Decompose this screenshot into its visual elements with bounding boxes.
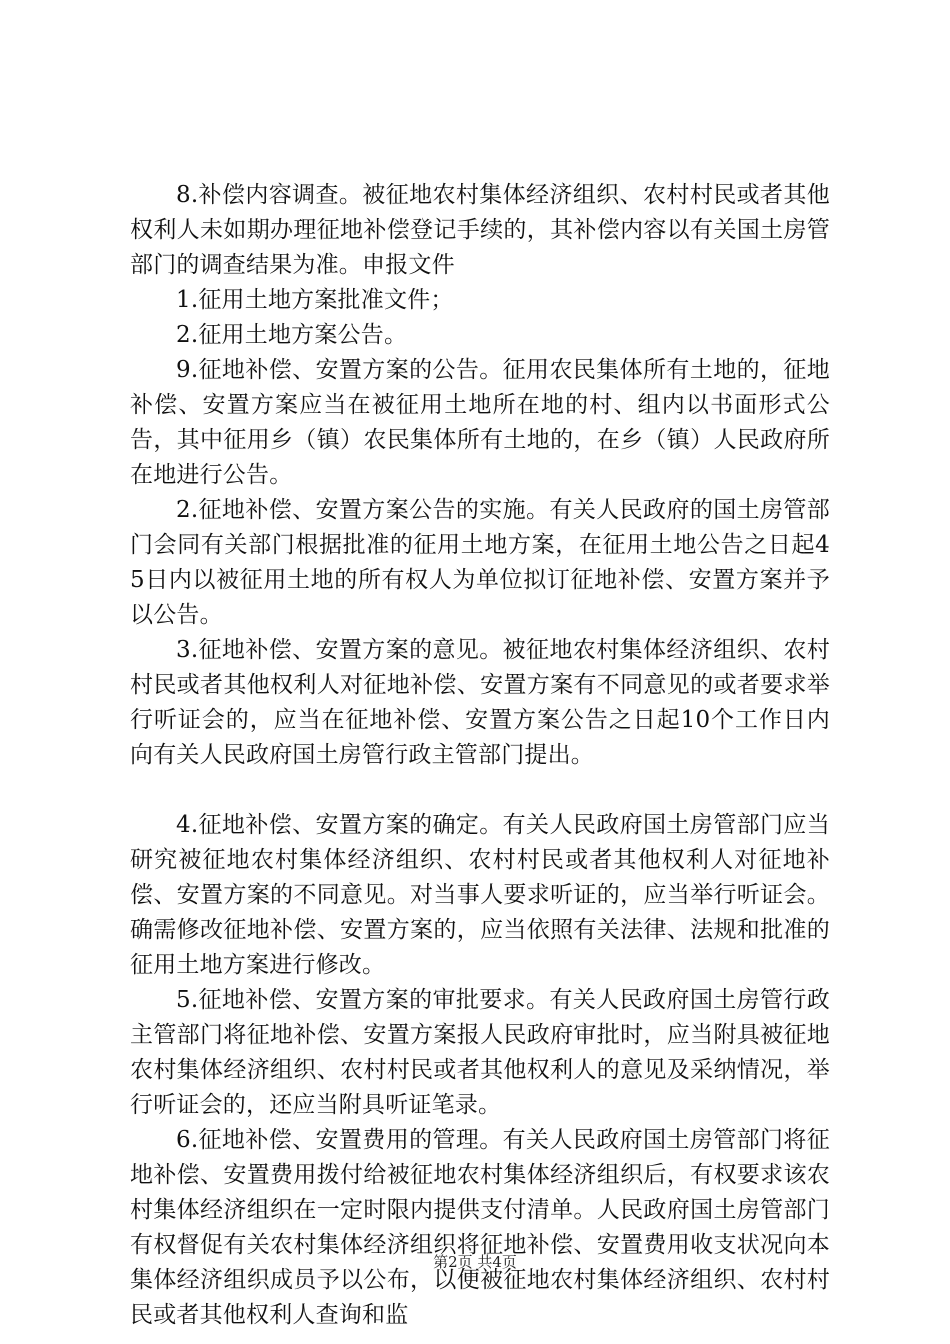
paragraph-fee-management: 6.征地补偿、安置费用的管理。有关人民政府国土房管部门将征地补偿、安置费用拨付给被征地农村集体经济组织后，有权要求该农村集体经济组织在一定时限内提供支付清单。人民政府国土房管部门有权督促有关农村集体经济组织将征地补偿、安置费用收支状况向本集体经济组织成员予以公布，以便被征地农村集体经济组织、农村村民或者其他权利人查询和监 bbox=[130, 1127, 830, 1328]
list-item-land-plan-notice: 2.征用土地方案公告。 bbox=[176, 322, 408, 348]
paragraph-approval-requirements: 5.征地补偿、安置方案的审批要求。有关人民政府国土房管行政主管部门将征地补偿、安置方案报人民政府审批时，应当附具被征地农村集体经济组织、农村村民或者其他权利人的意见及采纳情况，举行听证会的，还应当附具听证笔录。 bbox=[130, 987, 830, 1118]
paragraph-compensation-survey: 8.补偿内容调查。被征地农村集体经济组织、农村村民或者其他权利人未如期办理征地补偿登记手续的，其补偿内容以有关国土房管部门的调查结果为准。申报文件 bbox=[130, 182, 830, 278]
document-body bbox=[130, 178, 830, 1333]
paragraph-plan-determination: 4.征地补偿、安置方案的确定。有关人民政府国土房管部门应当研究被征地农村集体经济组织、农村村民或者其他权利人对征地补偿、安置方案的不同意见。对当事人要求听证的，应当举行听证会。确需修改征地补偿、安置方案的，应当依照有关法律、法规和批准的征用土地方案进行修改。 bbox=[130, 812, 830, 978]
paragraph-announcement-implementation: 2.征地补偿、安置方案公告的实施。有关人民政府的国土房管部门会同有关部门根据批准的征用土地方案，在征用土地公告之日起45日内以被征用土地的所有权人为单位拟订征地补偿、安置方案并予以公告。 bbox=[130, 497, 830, 628]
list-item-approval-documents: 1.征用土地方案批准文件； bbox=[176, 287, 454, 313]
page-number-footer: 第2页 共4页 bbox=[433, 1253, 517, 1271]
paragraph-plan-announcement: 9.征地补偿、安置方案的公告。征用农民集体所有土地的，征地补偿、安置方案应当在被征用土地所在地的村、组内以书面形式公告，其中征用乡（镇）农民集体所有土地的，在乡（镇）人民政府所在地进行公告。 bbox=[130, 357, 830, 488]
paragraph-plan-opinions: 3.征地补偿、安置方案的意见。被征地农村集体经济组织、农村村民或者其他权利人对征地补偿、安置方案有不同意见的或者要求举行听证会的，应当在征地补偿、安置方案公告之日起10个工作日内向有关人民政府国土房管行政主管部门提出。 bbox=[130, 637, 830, 768]
